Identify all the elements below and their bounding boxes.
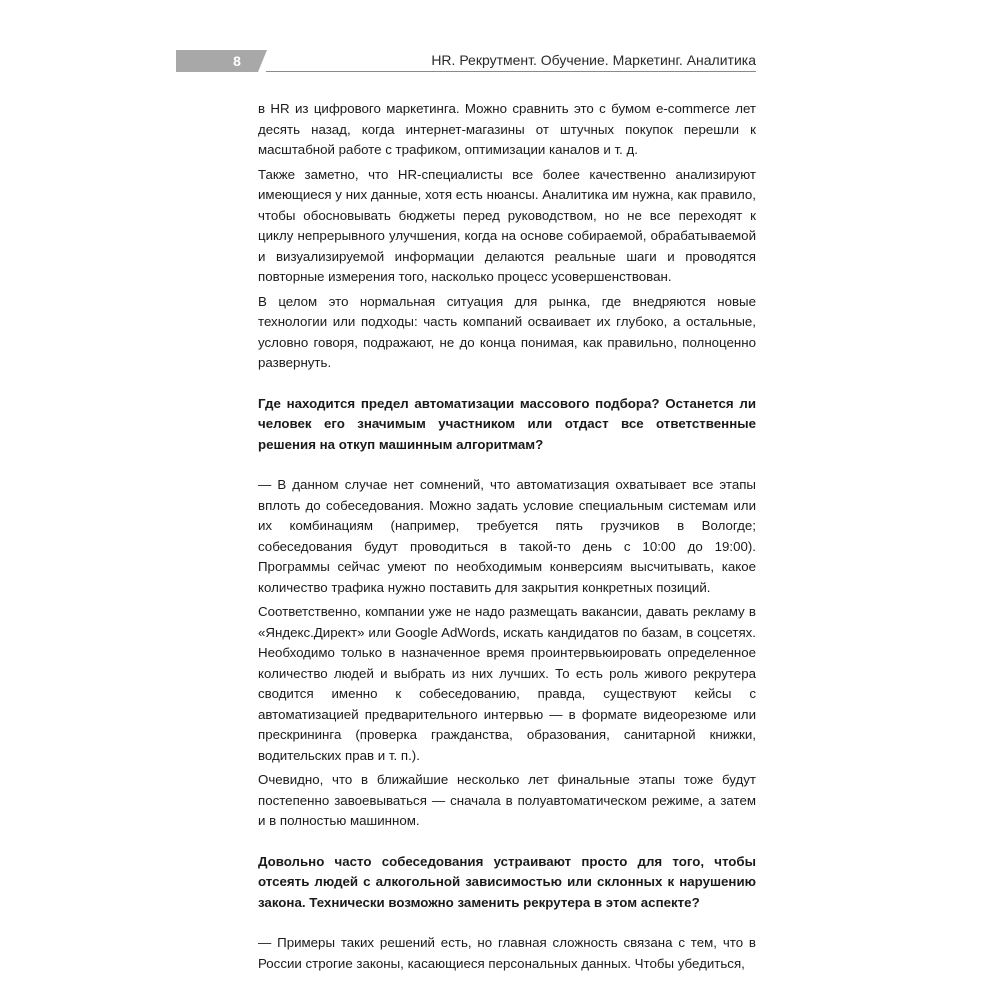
paragraph-2: Также заметно, что HR-специалисты все более качественно анализируют имеющиеся у них данные, хотя есть нюансы. Аналитика им нужна, как правило, чтобы обосновывать бюджеты перед руководством, но не все переходят к циклу непрерывного улучшения, когда на основе собираемой, обрабатываемой и визуализируемой информации делаются реальные шаги и проводятся повторные измерения того, насколько процесс усовершенствован. bbox=[258, 166, 756, 284]
running-title: HR. Рекрутмент. Обучение. Маркетинг. Аналитика bbox=[431, 52, 756, 68]
answer-1: — В данном случае нет сомнений, что автоматизация охватывает все этапы вплоть до собеседования. Можно задать условие специальным системам или их комбинациям (например, требуется пять грузчиков в Вологде; собеседования будут проводиться в такой-то день с 10:00 до 19:00). Программы сейчас умеют по необходимым конверсиям высчитывать, какое количество трафика нужно поставить для закрытия конкретных позиций. bbox=[258, 477, 756, 595]
page-body bbox=[258, 99, 756, 974]
header-rule bbox=[266, 71, 756, 72]
question-2: Довольно часто собеседования устраивают просто для того, чтобы отсеять людей с алкогольной зависимостью или склонных к нарушению закона. Технически возможно заменить рекрутера в этом аспекте? bbox=[258, 853, 756, 910]
answer-2: — Примеры таких решений есть, но главная сложность связана с тем, что в России строгие законы, касающиеся персональных данных. Чтобы убедиться, bbox=[258, 935, 756, 971]
page-number: 8 bbox=[233, 53, 241, 69]
page-number-tab-corner bbox=[258, 50, 267, 72]
question-1: Где находится предел автоматизации массового подбора? Останется ли человек его значимым участником или отдаст все ответственные решения на откуп машинным алгоритмам? bbox=[258, 395, 756, 452]
paragraph-5: Очевидно, что в ближайшие несколько лет финальные этапы тоже будут постепенно завоевываться — сначала в полуавтоматическом режиме, а затем и в полностью машинном. bbox=[258, 772, 756, 828]
paragraph-3: В целом это нормальная ситуация для рынка, где внедряются новые технологии или подходы: часть компаний осваивает их глубоко, а остальные, условно говоря, подражают, не до конца понимая, как правильно, полноценно развернуть. bbox=[258, 293, 756, 370]
paragraph-4: Соответственно, компании уже не надо размещать вакансии, давать рекламу в «Яндекс.Директ» или Google AdWords, искать кандидатов по базам, в соцсетях. Необходимо только в назначенное время проинтервьюировать определенное количество людей и выбрать из них лучших. То есть роль живого рекрутера сводится именно к собеседованию, правда, существуют кейсы с автоматизацией предварительного интервью — в формате видеорезюме или прескрининга (проверка гражданства, образования, санитарной книжки, водительских прав и т. п.). bbox=[258, 604, 756, 763]
page-header bbox=[176, 50, 756, 72]
paragraph-1: в HR из цифрового маркетинга. Можно сравнить это с бумом e-commerce лет десять назад, когда интернет-магазины от штучных покупок перешли к масштабной работе с трафиком, оптимизации каналов и т. д. bbox=[258, 101, 756, 157]
